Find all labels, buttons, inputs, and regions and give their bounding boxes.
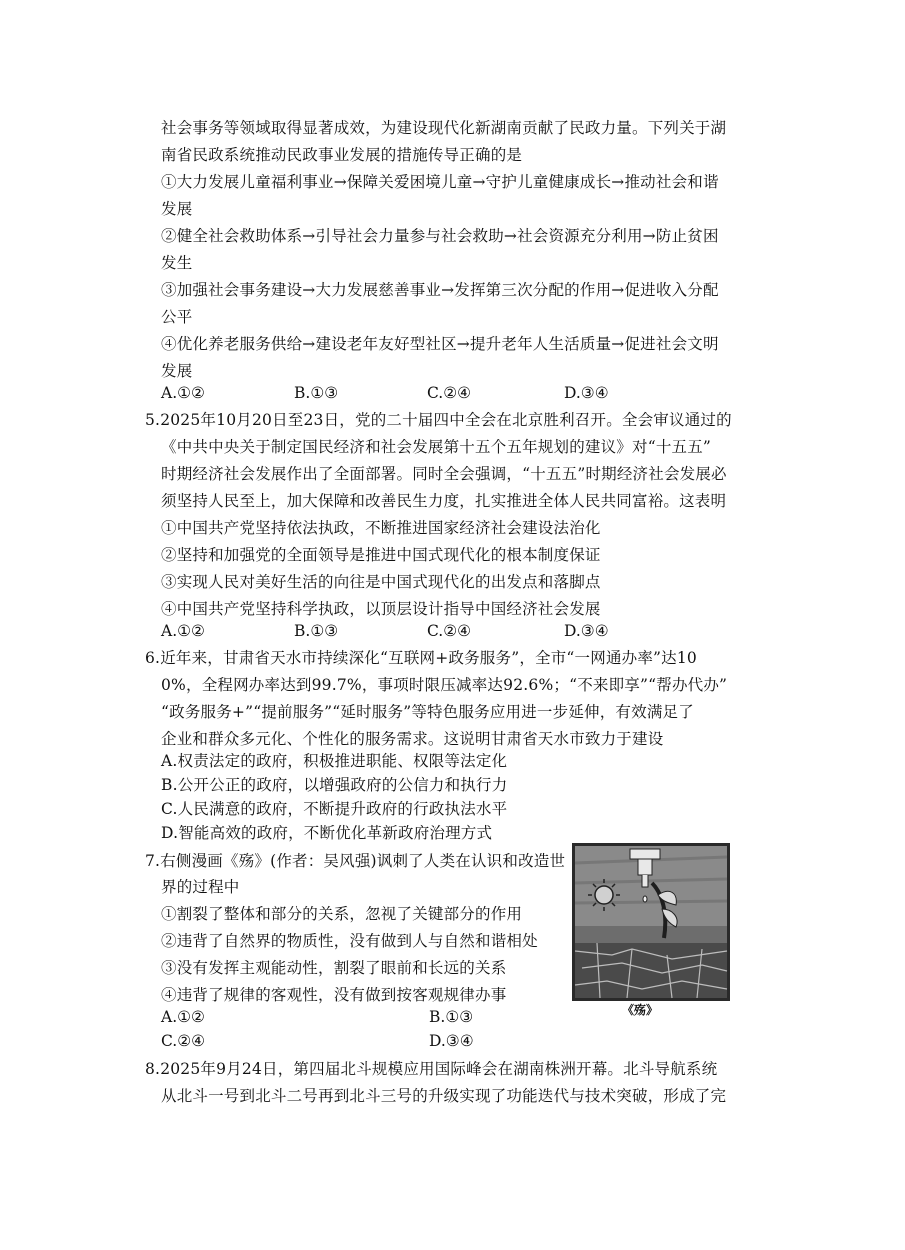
q4-option-b[interactable]: B.①③ — [294, 384, 339, 402]
q5-line: 《中共中央关于制定国民经济和社会发展第十五个五年规划的建议》对“十五五” — [161, 438, 712, 456]
q4-line: 发展 — [161, 362, 193, 380]
cartoon-caption: 《殇》 — [622, 1003, 659, 1017]
q5-options — [161, 620, 661, 642]
q5-option-a[interactable]: A.①② — [161, 622, 205, 640]
q7-option-a[interactable]: A.①② — [161, 1008, 205, 1026]
q5-option-b[interactable]: B.①③ — [294, 622, 339, 640]
q4-statement-3: ③加强社会事务建设→大力发展慈善事业→发挥第三次分配的作用→促进收入分配 — [161, 281, 719, 299]
q5-statement-2: ②坚持和加强党的全面领导是推进中国式现代化的根本制度保证 — [161, 546, 601, 564]
q4-line: 南省民政系统推动民政事业发展的措施传导正确的是 — [161, 146, 523, 164]
q5-stem: 5.2025年10月20日至23日，党的二十届四中全会在北京胜利召开。全会审议通过的 — [145, 411, 732, 429]
q4-line: 公平 — [161, 308, 193, 326]
q5-statement-1: ①中国共产党坚持依法执政，不断推进国家经济社会建设法治化 — [161, 519, 601, 537]
q6-option-b[interactable]: B.公开公正的政府，以增强政府的公信力和执行力 — [161, 776, 508, 794]
q4-line: 发生 — [161, 254, 193, 272]
q6-stem: 6.近年来，甘肃省天水市持续深化“互联网+政务服务”，全市“一网通办率”达10 — [145, 649, 697, 667]
q7-option-c[interactable]: C.②④ — [161, 1032, 206, 1050]
q5-statement-4: ④中国共产党坚持科学执政，以顶层设计指导中国经济社会发展 — [161, 600, 601, 618]
q6-option-a[interactable]: A.权责法定的政府，积极推进职能、权限等法定化 — [161, 752, 508, 770]
q6-line: 0%，全程网办率达到99.7%，事项时限压减率达92.6%；“不来即享”“帮办代办” — [161, 676, 728, 694]
q7-option-b[interactable]: B.①③ — [429, 1008, 474, 1026]
q4-option-a[interactable]: A.①② — [161, 384, 205, 402]
q4-line: 发展 — [161, 200, 193, 218]
q5-line: 时期经济社会发展作出了全面部署。同时全会强调，“十五五”时期经济社会发展必 — [161, 465, 727, 483]
cartoon-image — [572, 843, 730, 1001]
q4-line: 社会事务等领域取得显著成效，为建设现代化新湖南贡献了民政力量。下列关于湖 — [161, 119, 727, 137]
q7-line: 界的过程中 — [161, 878, 240, 896]
q5-statement-3: ③实现人民对美好生活的向往是中国式现代化的出发点和落脚点 — [161, 573, 601, 591]
q5-line: 须坚持人民至上，加大保障和改善民生力度，扎实推进全体人民共同富裕。这表明 — [161, 492, 727, 510]
q6-line: 企业和群众多元化、个性化的服务需求。这说明甘肃省天水市致力于建设 — [161, 730, 664, 748]
q4-statement-1: ①大力发展儿童福利事业→保障关爱困境儿童→守护儿童健康成长→推动社会和谐 — [161, 173, 719, 191]
q6-option-d[interactable]: D.智能高效的政府，不断优化革新政府治理方式 — [161, 824, 493, 842]
q7-option-d[interactable]: D.③④ — [429, 1032, 474, 1050]
q7-statement-3: ③没有发挥主观能动性，割裂了眼前和长远的关系 — [161, 959, 507, 977]
q4-options — [161, 382, 661, 404]
q8-line: 从北斗一号到北斗二号再到北斗三号的升级实现了功能迭代与技术突破，形成了完 — [161, 1087, 727, 1105]
q4-option-c[interactable]: C.②④ — [427, 384, 472, 402]
q7-options — [161, 1006, 561, 1054]
q7-statement-2: ②违背了自然界的物质性，没有做到人与自然和谐相处 — [161, 932, 538, 950]
q7-statement-4: ④违背了规律的客观性，没有做到按客观规律办事 — [161, 986, 507, 1004]
q6-option-c[interactable]: C.人民满意的政府，不断提升政府的行政执法水平 — [161, 800, 508, 818]
q6-line: “政务服务+”“提前服务”“延时服务”等特色服务应用进一步延伸，有效满足了 — [161, 703, 694, 721]
q4-option-d[interactable]: D.③④ — [564, 384, 609, 402]
q7-statement-1: ①割裂了整体和部分的关系，忽视了关键部分的作用 — [161, 905, 523, 923]
q5-option-c[interactable]: C.②④ — [427, 622, 472, 640]
q8-stem: 8.2025年9月24日，第四届北斗规模应用国际峰会在湖南株洲开幕。北斗导航系统 — [145, 1060, 718, 1078]
q4-statement-2: ②健全社会救助体系→引导社会力量参与社会救助→社会资源充分利用→防止贫困 — [161, 227, 719, 245]
q4-statement-4: ④优化养老服务供给→建设老年友好型社区→提升老年人生活质量→促进社会文明 — [161, 335, 719, 353]
q5-option-d[interactable]: D.③④ — [564, 622, 609, 640]
q7-stem: 7.右侧漫画《殇》(作者：吴风强)讽刺了人类在认识和改造世 — [145, 852, 566, 870]
